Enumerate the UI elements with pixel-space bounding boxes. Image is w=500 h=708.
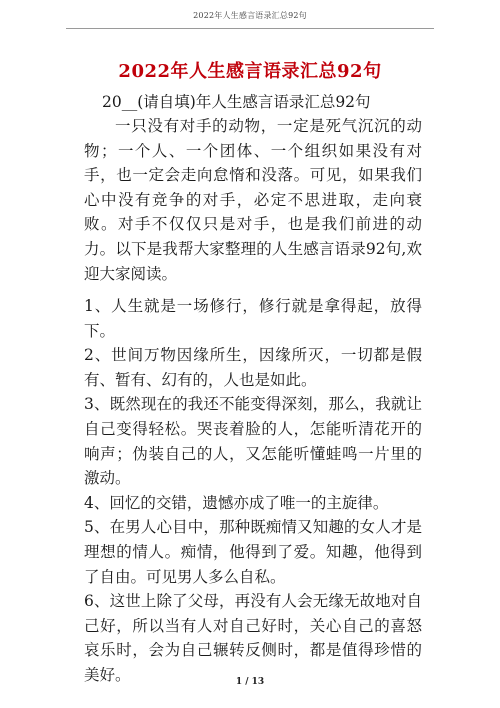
quote-item: 2、世间万物因缘所生，因缘所灭，一切都是假有、暂有、幻有的，人也是如此。 [84, 346, 422, 389]
header-divider [66, 28, 434, 29]
quote-item: 1、人生就是一场修行，修行就是拿得起，放得下。 [84, 297, 422, 340]
intro-paragraph: 一只没有对手的动物，一定是死气沉沉的动物；一个人、一个团体、一个组织如果没有对手，也一定会走向怠惰和没落。可见，如果我们心中没有竞争的对手，必定不思进取，走向衰败。对手不仅仅只是对手，也是我们前进的动力。以下是我帮大家整理的人生感言语录92句,欢迎大家阅读。 [84, 117, 422, 283]
document-subtitle: 20__(请自填)年人生感言语录汇总92句 [102, 93, 371, 111]
page-number: 1 / 13 [235, 677, 265, 687]
quote-item: 6、这世上除了父母，再没有人会无缘无故地对自己好，所以当有人对自己好时，关心自己的喜怒哀乐时，会为自己辗转反侧时，都是值得珍惜的美好。 [84, 592, 422, 684]
quote-list [84, 294, 422, 688]
quote-item: 5、在男人心目中，那种既痴情又知趣的女人才是理想的情人。痴情，他得到了爱。知趣，他得到了自由。可见男人多么自私。 [84, 518, 422, 586]
running-header: 2022年人生感言语录汇总92句 [193, 11, 307, 20]
quote-item: 4、回忆的交错，遗憾亦成了唯一的主旋律。 [84, 493, 389, 512]
quote-item: 3、既然现在的我还不能变得深刻，那么，我就让自己变得轻松。哭丧着脸的人，怎能听清花开的响声；伪装自己的人，又怎能听懂蛙鸣一片里的激动。 [84, 395, 422, 488]
document-title: 2022年人生感言语录汇总92句 [118, 61, 382, 82]
